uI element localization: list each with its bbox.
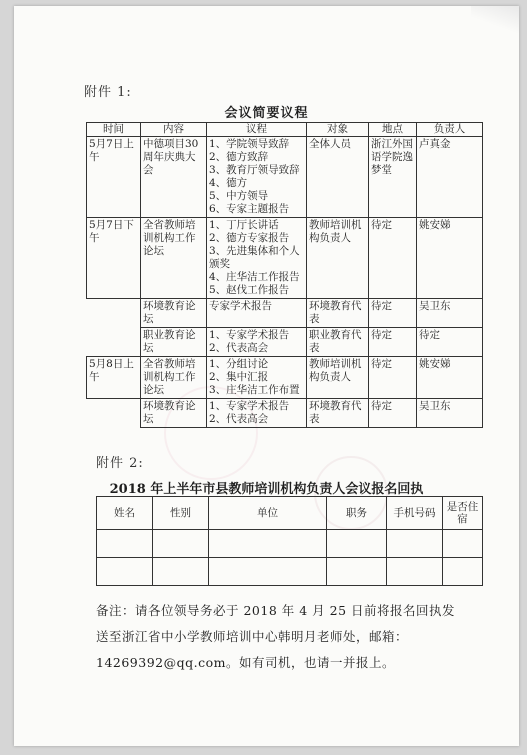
note-line: 14269392@qq.com。如有司机，也请一并报上。 — [96, 655, 395, 670]
agenda-item: 专家学术报告 — [209, 300, 272, 312]
cell-place: 待定 — [369, 218, 417, 299]
page-fold-corner — [471, 6, 519, 36]
agenda-item: 3、庄华洁工作布置 — [209, 384, 300, 396]
agenda-item: 1、学院领导致辞 — [209, 138, 290, 150]
cell-content: 环境教育论坛 — [141, 399, 207, 428]
note-line: 备注：请各位领导务必于 2018 年 4 月 25 日前将报名回执发 — [96, 603, 456, 618]
agenda-row — [87, 218, 483, 299]
agenda-item: 2、德方专家报告 — [209, 232, 290, 244]
agenda-row — [87, 399, 483, 428]
cell-content: 全省教师培训机构工作论坛 — [141, 357, 207, 399]
cell-place: 待定 — [369, 328, 417, 357]
cell-time: 5月8日上午 — [87, 357, 141, 399]
agenda-item: 4、庄华洁工作报告 — [209, 271, 300, 283]
cell-audience: 教师培训机构负责人 — [307, 357, 369, 399]
agenda-item: 1、专家学术报告 — [209, 400, 290, 412]
note-line: 送至浙江省中小学教师培训中心韩明月老师处，邮箱： — [96, 629, 409, 644]
cell-time — [87, 299, 141, 328]
header-agenda: 议程 — [207, 123, 307, 137]
agenda-item: 1、专家学术报告 — [209, 329, 290, 341]
cell-time — [87, 328, 141, 357]
cell-time: 5月7日下午 — [87, 218, 141, 299]
registration-table — [96, 496, 483, 586]
agenda-item: 2、代表高会 — [209, 413, 269, 425]
cell-person: 吴卫东 — [417, 399, 483, 428]
agenda-item: 2、代表高会 — [209, 342, 269, 354]
cell-place: 待定 — [369, 399, 417, 428]
document-page — [14, 6, 519, 746]
agenda-header-row — [87, 123, 483, 137]
registration-header-row — [97, 497, 483, 530]
cell-content: 职业教育论坛 — [141, 328, 207, 357]
cell-person: 卢真金 — [417, 137, 483, 218]
header-position: 职务 — [327, 497, 387, 530]
agenda-table — [86, 122, 483, 428]
agenda-item: 2、集中汇报 — [209, 371, 269, 383]
cell-person: 姚安娣 — [417, 357, 483, 399]
cell-agenda — [207, 357, 307, 399]
header-person: 负责人 — [417, 123, 483, 137]
cell-audience: 职业教育代表 — [307, 328, 369, 357]
agenda-item: 2、德方致辞 — [209, 151, 269, 163]
agenda-item: 3、先进集体和个人颁奖 — [209, 245, 300, 270]
header-phone: 手机号码 — [387, 497, 443, 530]
cell-place: 待定 — [369, 357, 417, 399]
header-time: 时间 — [87, 123, 141, 137]
cell-content: 环境教育论坛 — [141, 299, 207, 328]
cell-time — [87, 399, 141, 428]
agenda-row — [87, 137, 483, 218]
header-lodging: 是否住宿 — [443, 497, 483, 530]
header-audience: 对象 — [307, 123, 369, 137]
cell-agenda — [207, 399, 307, 428]
cell-content: 中德项目30周年庆典大会 — [141, 137, 207, 218]
agenda-item: 1、分组讨论 — [209, 358, 269, 370]
agenda-row — [87, 299, 483, 328]
header-unit: 单位 — [209, 497, 327, 530]
header-gender: 性别 — [153, 497, 209, 530]
cell-agenda — [207, 137, 307, 218]
cell-place: 浙江外国语学院逸梦堂 — [369, 137, 417, 218]
agenda-row — [87, 328, 483, 357]
registration-empty-row — [97, 558, 483, 586]
attachment1-label: 附件 1: — [84, 85, 132, 100]
agenda-item: 3、教育厅领导致辞 — [209, 164, 300, 176]
registration-empty-row — [97, 530, 483, 558]
cell-audience: 环境教育代表 — [307, 299, 369, 328]
note-paragraph — [96, 598, 486, 676]
cell-person: 待定 — [417, 328, 483, 357]
cell-audience: 教师培训机构负责人 — [307, 218, 369, 299]
header-place: 地点 — [369, 123, 417, 137]
header-name: 姓名 — [97, 497, 153, 530]
cell-audience: 环境教育代表 — [307, 399, 369, 428]
agenda-item: 5、中方领导 — [209, 190, 269, 202]
cell-content: 全省教师培训机构工作论坛 — [141, 218, 207, 299]
header-content: 内容 — [141, 123, 207, 137]
cell-audience: 全体人员 — [307, 137, 369, 218]
cell-person: 吴卫东 — [417, 299, 483, 328]
cell-agenda — [207, 328, 307, 357]
cell-agenda — [207, 299, 307, 328]
agenda-item: 6、专家主题报告 — [209, 203, 290, 215]
cell-place: 待定 — [369, 299, 417, 328]
attachment1-title: 会议简要议程 — [224, 106, 309, 121]
cell-person: 姚安娣 — [417, 218, 483, 299]
agenda-item: 4、德方 — [209, 177, 248, 189]
agenda-item: 1、丁厅长讲话 — [209, 219, 279, 231]
cell-agenda — [207, 218, 307, 299]
agenda-item: 5、赵伐工作报告 — [209, 284, 290, 296]
attachment2-title: 2018 年上半年市县教师培训机构负责人会议报名回执 — [109, 482, 424, 497]
attachment2-label: 附件 2: — [96, 456, 144, 471]
cell-time: 5月7日上午 — [87, 137, 141, 218]
agenda-row — [87, 357, 483, 399]
